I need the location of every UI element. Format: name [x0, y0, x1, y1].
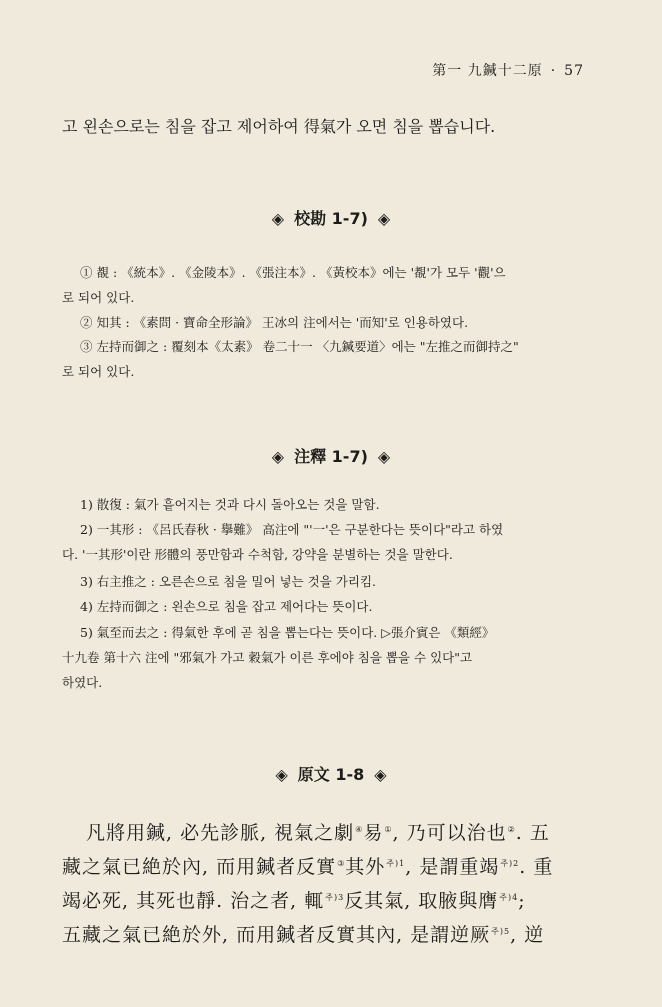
- notes-item-4: [62, 594, 596, 619]
- text-run: , 乃可以治也: [392, 822, 507, 844]
- note-text: ① 覩 : 《統本》. 《金陵本》. 《張注本》. 《黃校本》에는 '覩'가 모두 '觀'으: [80, 265, 506, 280]
- original-text-line-2: [62, 852, 596, 879]
- note-text: 로 되어 있다.: [62, 364, 135, 379]
- diamond-icon: ◈: [271, 209, 285, 228]
- note-text: 로 되어 있다.: [62, 290, 135, 305]
- text-run: ;: [518, 890, 526, 912]
- diamond-icon: ◈: [271, 447, 285, 466]
- notes-item-5: [62, 620, 596, 695]
- footnote-mark: 주)4: [499, 893, 519, 902]
- original-heading: [0, 762, 662, 785]
- text-run: 竭必死, 其死也靜. 治之者, 輒: [62, 890, 325, 912]
- page-number: 57: [564, 63, 584, 79]
- text-run: 其外: [345, 856, 386, 878]
- note-text: 1) 散復 : 氣가 흩어지는 것과 다시 돌아오는 것을 말함.: [80, 497, 380, 512]
- notes-item-1: [62, 492, 596, 517]
- footnote-mark: 주)5: [491, 927, 511, 936]
- note-text: ② 知其 : 《素問 · 寶命全形論》 王冰의 注에서는 '而知'로 인용하였다.: [80, 315, 469, 330]
- note-text: 하였다.: [62, 675, 103, 690]
- text-run: , 是謂重竭: [405, 856, 500, 878]
- footnote-mark: 주)2: [500, 859, 520, 868]
- text-run: . 五: [515, 822, 550, 844]
- diamond-icon: ◈: [377, 209, 391, 228]
- text-run: 凡將用鍼, 必先診脈, 視氣之劇: [86, 822, 355, 844]
- collation-item-3: [62, 334, 596, 384]
- footnote-mark: 주)3: [325, 893, 345, 902]
- diamond-icon: ◈: [275, 765, 288, 784]
- collation-item-1: [62, 260, 596, 310]
- text-run: 易: [363, 822, 384, 844]
- note-text: 4) 左持而御之 : 왼손으로 침을 잡고 제어다는 뜻이다.: [80, 599, 373, 614]
- running-header: [432, 60, 584, 80]
- note-text: 十九卷 第十六 注에 "邪氣가 가고 穀氣가 이른 후에야 침을 뽑을 수 있다"고: [62, 650, 473, 665]
- chapter-title: 第一 九鍼十二原: [432, 63, 543, 79]
- note-text: 3) 右主推之 : 오른손으로 침을 밀어 넣는 것을 가리킴.: [80, 574, 377, 589]
- footnote-mark: ④: [355, 825, 364, 834]
- footnote-mark: ①: [384, 825, 393, 834]
- collation-title: 校勘 1-7): [294, 209, 368, 228]
- footnote-mark: ③: [337, 859, 346, 868]
- text-run: 藏之氣已絶於內, 而用鍼者反實: [62, 856, 337, 878]
- text-run: 反其氣, 取腋與膺: [344, 890, 499, 912]
- footnote-mark: ②: [507, 825, 516, 834]
- original-text-line-4: [62, 920, 596, 947]
- header-separator: ·: [550, 63, 557, 79]
- note-text: 2) 一其形 : 《呂氏春秋 · 擧難》 高注에 "'一'은 구분한다는 뜻이다"라고 하였: [80, 522, 504, 537]
- note-text: ③ 左持而御之 : 覆刻本《太素》 卷二十一 〈九鍼要道〉에는 "左推之而御持之": [80, 339, 519, 354]
- notes-title: 注釋 1-7): [294, 447, 368, 466]
- original-text-line-3: [62, 886, 596, 913]
- note-text: 다. '一其形'이란 形體의 풍만함과 수척함, 강약을 분별하는 것을 말한다.: [62, 547, 453, 562]
- notes-heading: [0, 444, 662, 467]
- diamond-icon: ◈: [374, 765, 387, 784]
- original-title: 原文 1-8: [297, 765, 365, 784]
- intro-line: 고 왼손으로는 침을 잡고 제어하여 得氣가 오면 침을 뽑습니다.: [62, 117, 496, 136]
- original-text-line-1: [86, 818, 596, 845]
- footnote-mark: 주)1: [386, 859, 406, 868]
- notes-item-2: [62, 517, 596, 567]
- collation-heading: [0, 206, 662, 229]
- note-text: 5) 氣至而去之 : 得氣한 후에 곧 침을 뽑는다는 뜻이다. ▷張介賓은 《類經》: [80, 625, 495, 640]
- text-run: . 重: [519, 856, 554, 878]
- notes-item-3: [62, 569, 596, 594]
- diamond-icon: ◈: [377, 447, 391, 466]
- text-run: , 逆: [510, 924, 545, 946]
- text-run: 五藏之氣已絶於外, 而用鍼者反實其內, 是謂逆厥: [62, 924, 491, 946]
- collation-item-2: [62, 310, 596, 335]
